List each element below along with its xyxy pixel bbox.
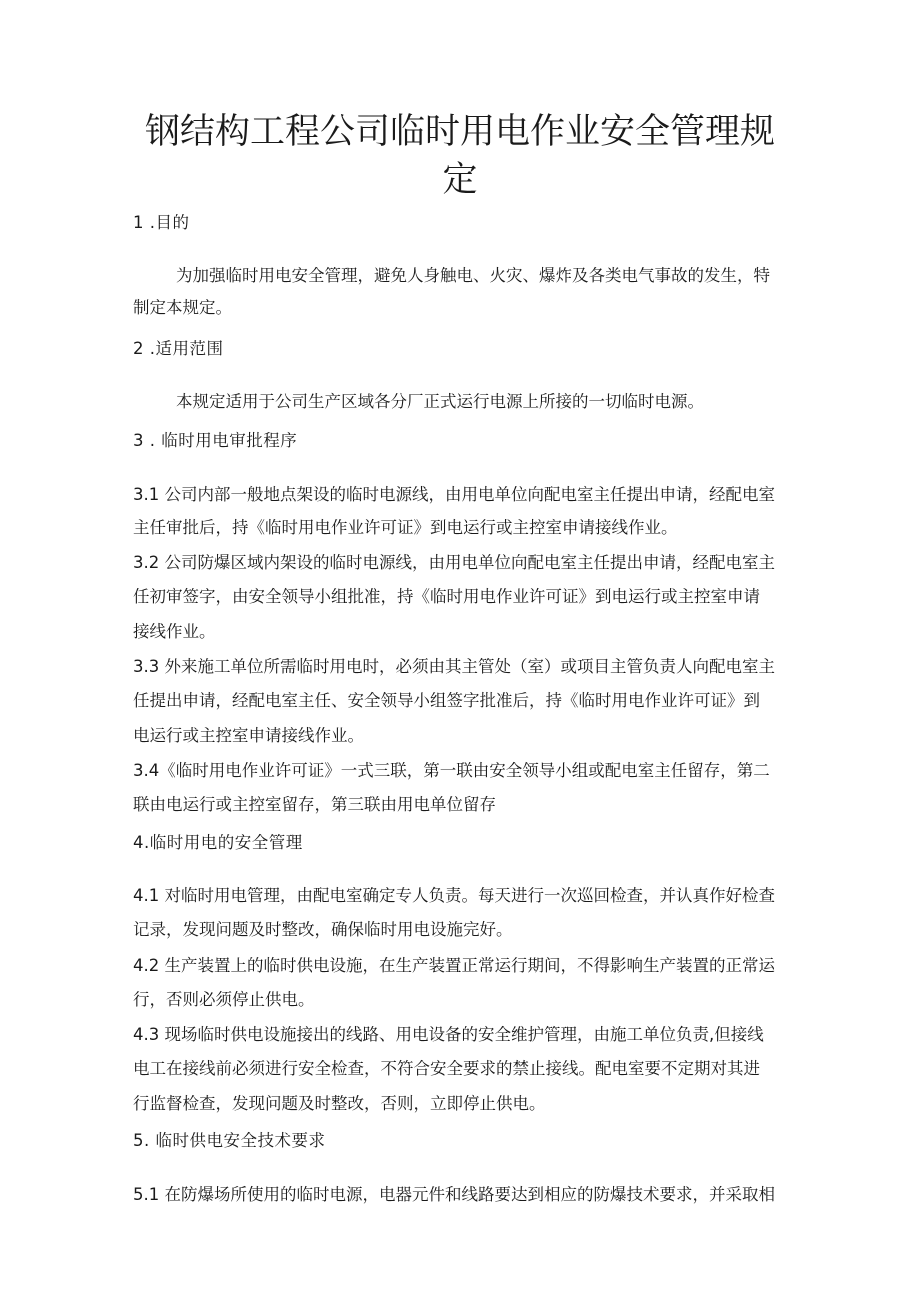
paragraph-line: 记录，发现问题及时整改，确保临时用电设施完好。 — [133, 920, 513, 939]
paragraph-line: 4.3 现场临时供电设施接出的线路、用电设备的安全维护管理，由施工单位负责,但接线 — [133, 1025, 764, 1044]
paragraph-line: 4.2 生产装置上的临时供电设施，在生产装置正常运行期间，不得影响生产装置的正常运 — [133, 956, 775, 975]
paragraph-line: 5.1 在防爆场所使用的临时电源，电器元件和线路要达到相应的防爆技术要求，并采取相 — [133, 1185, 775, 1204]
section-heading-purpose: 1 .目的 — [133, 213, 190, 232]
paragraph-line: 本规定适用于公司生产区域各分厂正式运行电源上所接的一切临时电源。 — [176, 392, 704, 411]
document-title — [140, 108, 780, 204]
paragraph-line: 行监督检查，发现问题及时整改，否则，立即停止供电。 — [133, 1094, 546, 1113]
paragraph-line: 联由电运行或主控室留存，第三联由用电单位留存 — [133, 795, 496, 814]
paragraph-line: 为加强临时用电安全管理，避免人身触电、火灾、爆炸及各类电气事故的发生，特 — [176, 266, 770, 285]
paragraph-line: 3.3 外来施工单位所需临时用电时，必须由其主管处（室）或项目主管负责人向配电室主 — [133, 657, 775, 676]
paragraph-line: 制定本规定。 — [133, 298, 232, 317]
paragraph-line: 电工在接线前必须进行安全检查，不符合安全要求的禁止接线。配电室要不定期对其进 — [133, 1059, 760, 1078]
paragraph-line: 行，否则必须停止供电。 — [133, 990, 315, 1009]
section-heading-safety-management: 4.临时用电的安全管理 — [133, 833, 303, 852]
paragraph-line: 任初审签字，由安全领导小组批准，持《临时用电作业许可证》到电运行或主控室申请 — [133, 587, 760, 606]
paragraph-line: 电运行或主控室申请接线作业。 — [133, 726, 364, 745]
paragraph-line: 3.2 公司防爆区域内架设的临时电源线，由用电单位向配电室主任提出申请，经配电室主 — [133, 553, 775, 572]
paragraph-line: 接线作业。 — [133, 622, 216, 641]
section-heading-approval: 3 . 临时用电审批程序 — [133, 431, 298, 450]
title-line-2: 定 — [442, 160, 478, 200]
section-heading-technical-requirements: 5. 临时供电安全技术要求 — [133, 1131, 326, 1150]
section-heading-scope: 2 .适用范围 — [133, 339, 224, 358]
paragraph-line: 3.1 公司内部一般地点架设的临时电源线，由用电单位向配电室主任提出申请，经配电室 — [133, 485, 775, 504]
paragraph-line: 主任审批后，持《临时用电作业许可证》到电运行或主控室申请接线作业。 — [133, 518, 678, 537]
title-line-1: 钢结构工程公司临时用电作业安全管理规 — [144, 112, 775, 152]
paragraph-line: 任提出申请，经配电室主任、安全领导小组签字批准后，持《临时用电作业许可证》到 — [133, 691, 760, 710]
paragraph-line: 3.4《临时用电作业许可证》一式三联，第一联由安全领导小组或配电室主任留存，第二 — [133, 761, 770, 780]
paragraph-line: 4.1 对临时用电管理，由配电室确定专人负责。每天进行一次巡回检查，并认真作好检查 — [133, 886, 775, 905]
